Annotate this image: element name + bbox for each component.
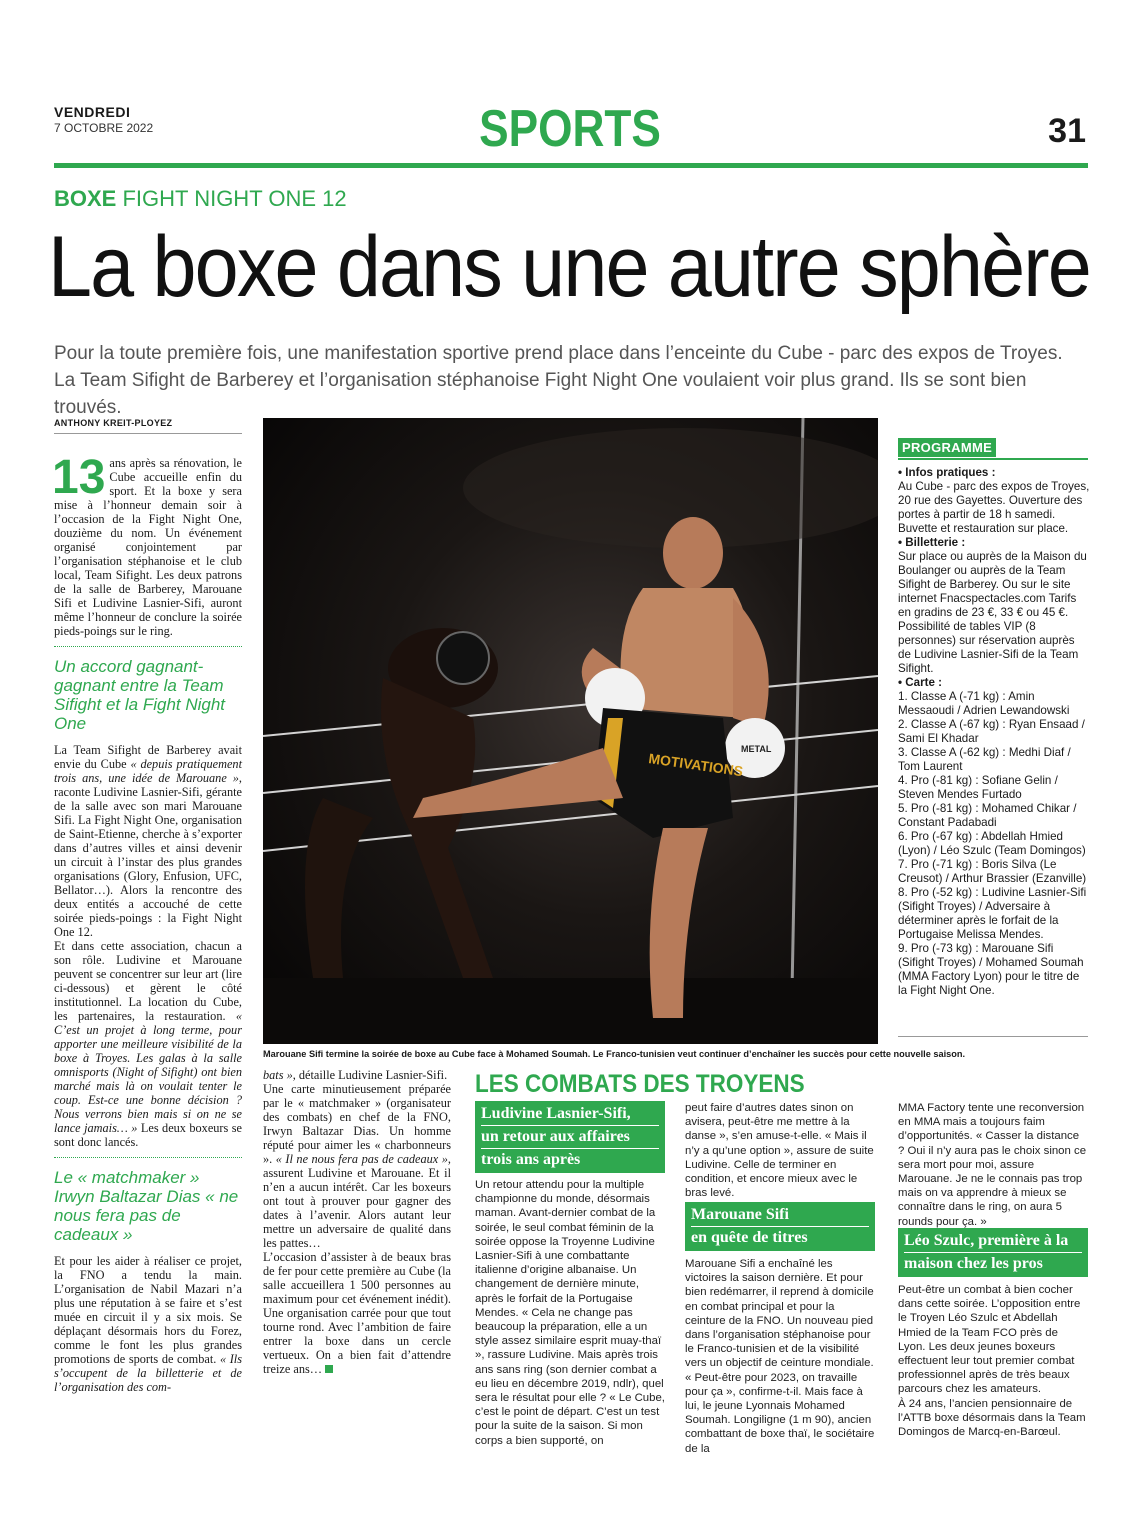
billetterie-title: • Billetterie : bbox=[898, 536, 966, 549]
fight-card-item: 8. Pro (-52 kg) : Ludivine Lasnier-Sifi (Sifight Troyes) / Adversaire à déterminer après le forfait de la Portugaise Melissa Mendes. bbox=[898, 886, 1087, 941]
author-rule bbox=[54, 433, 242, 434]
kicker bbox=[54, 186, 347, 212]
heading-line: un retour aux affaires bbox=[481, 1126, 659, 1149]
ludivine-text: Un retour attendu pour la multiple championne du monde, désormais maman. Avant-dernier combat de la soirée, le seul combat féminin de la soirée oppose la Troyenne Ludivine Lasnier-Sifi à une combattante italienne d’origine albanaise. Un changement de dernière minute, après le forfait de la Portugaise Mendes. « Cela ne change pas beaucoup la préparation, elle a un style assez similaire esprit muay-thaï », rassure Ludivine. Mais après trois ans sans ring (son dernier combat a eu lieu en décembre 2019, ndlr), quel sera le résultat pour elle ? « Le Cube, c’est le point de départ. C’est un test pour la suite de la saison. Si mon corps a bien supporté, on bbox=[475, 1179, 665, 1447]
fighter-arm-right bbox=[733, 598, 769, 728]
text: , assurent Ludivine et Marouane. Et il n’en a aucun intérêt. Car les boxeurs ont tout à prouver pour gagner des dates à l’avenir. Alors autant leur mettre un adversaire de qualité dans les pattes… bbox=[263, 1152, 451, 1250]
ring-floor bbox=[263, 978, 878, 1044]
dotted-rule bbox=[54, 1157, 242, 1158]
kicker-rest: FIGHT NIGHT ONE 12 bbox=[122, 186, 347, 211]
article-column-1 bbox=[52, 451, 243, 1394]
quote: « Ils s’occupent de la billetterie et de l’organisation des com- bbox=[54, 1352, 242, 1394]
opponent-glove bbox=[437, 632, 489, 684]
ludivine-text-continued: peut faire d’autres dates sinon on avisera, peut-être me mettre à la danse », s’en amuse-t-elle. « Mais il n’y a qu’une option », assure de suite Ludivine. Celle de terminer en condition, et encore mieux avec le bras levé. bbox=[685, 1102, 874, 1200]
author-byline: ANTHONY KREIT-PLOYEZ bbox=[54, 418, 173, 428]
end-mark-icon bbox=[325, 1365, 333, 1373]
text: Peut-être un combat à bien cocher dans cette soirée. L’opposition entre le Troyen Léo Szulc et Abdellah Hmied de la Team FCO près de Lyon. Les deux jeunes boxeurs effectuent leur tout premier combat professionnel après de très beaux parcours chez les amateurs. bbox=[898, 1284, 1081, 1396]
heading-line: Léo Szulc, première à la bbox=[904, 1230, 1082, 1253]
text: Et pour les aider à réaliser ce projet, la FNO a tendu la main. L’organisation de Nabil Mazari n’a plus une réputation à se faire et s’est muée en circuit il y a six mois. Se déplaçant désormais hors du Forez, comme le font les plus grandes promotions de sports de combat. bbox=[54, 1254, 242, 1366]
paragraph bbox=[54, 743, 242, 939]
text: L’occasion d’assister à de beaux bras de fer pour cette première au Cube (la salle accueillera 1 500 personnes au maximum pour cet événement inédit). Une organisation carrée pour que tout tourne rond. Avec l’ambition de faire entrer la boxe dans un cercle vertueux. On a bien fait d’attendre treize ans… bbox=[263, 1250, 451, 1376]
carte-title: • Carte : bbox=[898, 676, 943, 689]
infos-title: • Infos pratiques : bbox=[898, 466, 996, 479]
fight-card-item: 9. Pro (-73 kg) : Marouane Sifi (Sifight Troyes) / Mohamed Soumah (MMA Factory Lyon) pour le titre de la Fight Night One. bbox=[898, 942, 1084, 997]
glove-brand: METAL bbox=[741, 744, 772, 754]
subhead-matchmaker: Le « matchmaker » Irwyn Baltazar Dias « ne nous fera pas de cadeaux » bbox=[54, 1168, 239, 1244]
subhead-accord: Un accord gagnant-gagnant entre la Team Sifight et la Fight Night One bbox=[54, 657, 226, 733]
programme-label: PROGRAMME bbox=[898, 438, 996, 457]
dotted-rule bbox=[54, 646, 242, 647]
date-full: 7 OCTOBRE 2022 bbox=[54, 121, 154, 135]
fight-card-item: 3. Classe A (-62 kg) : Medhi Diaf / Tom Laurent bbox=[898, 746, 1071, 773]
intro-text: ans après sa rénovation, le Cube accueille enfin du sport. Et la boxe y sera mise à l’honneur demain soir à l’occasion de la Fight Night One, douzième du nom. Un événement organisé conjointement par l’organisation stéphanoise et le club local, Team Sifight. Les deux patrons de la salle de Barberey, Marouane Sifi et Ludivine Lasnier-Sifi, auront même l’honneur de conclure la soirée pieds-poings sur le ring. bbox=[54, 456, 242, 638]
intro-paragraph bbox=[52, 451, 242, 638]
header-rule bbox=[54, 163, 1088, 168]
page-number: 31 bbox=[1048, 112, 1086, 150]
lead bbox=[54, 340, 1088, 421]
heading-line: en quête de titres bbox=[691, 1229, 808, 1246]
quote: « C’est un projet à long terme, pour apporter une meilleure visibilité de la boxe à Troyes. Les galas à la salle omnisports (Night of Sifight) ont bien marché mais là on voulait tenter le coup. Est-ce une bonne décision ? Nous verrons bien mais si on ne se lance jamais… » bbox=[54, 1009, 242, 1135]
billetterie-text: Sur place ou auprès de la Maison du Boulanger ou auprès de la Team Sifight de Barberey. Ou sur le site internet Fnacspectacles.com Tarifs en gradins de 23 €, 33 € ou 45 €. Possibilité de tables VIP (8 personnes) sur réservation auprès de Ludivine Lasnier-Sifi de la Team Sifight. bbox=[898, 550, 1087, 675]
headline: La boxe dans une autre sphère bbox=[48, 219, 1090, 315]
text: Une carte minutieusement préparée par le « matchmaker » (organisateur des combats) en chef de la FNO, Irwyn Baltazar Dias. Un homme réputé pour aimer les « charbonneurs ». bbox=[263, 1082, 451, 1166]
marouane-text: Marouane Sifi a enchaîné les victoires la saison dernière. Et pour bien redémarrer, il reprend à domicile en combat principal et pour la ceinture de la FNO. Un nouveau pied dans l’organisation stéphanoise pour le Franco-tunisien et de la visibilité vers un objectif de ceinture mondiale. « Peut-être pour 2023, on travaille pour ça », confirme-t-il. Mais face à lui, le jeune Lyonnais Mohamed Soumah. Longiligne (1 m 90), ancien combattant de boxe thaï, le sociétaire de la bbox=[685, 1258, 875, 1455]
text: La Team Sifight de Barberey avait envie du Cube bbox=[54, 743, 242, 771]
fighter-head bbox=[663, 517, 723, 589]
infos-text: Au Cube - parc des expos de Troyes, 20 rue des Gayettes. Ouverture des portes à partir de 18 h samedi. Buvette et restauration sur place. bbox=[898, 480, 1090, 535]
text: , raconte Ludivine Lasnier-Sifi, gérante de la salle avec son mari Marouane Sifi. La Fight Night One, organisation de Saint-Etienne, cherche à s’exporter dans d’autres villes et ainsi devenir un circuit à l’instar des plus grandes organisations (Glory, Enfusion, UFC, Bellator…). Alors la rencontre des deux entités a accouché de cette soirée pieds-poings : la Fight Night One 12. bbox=[54, 771, 242, 939]
ludivine-heading bbox=[475, 1101, 665, 1173]
text: À 24 ans, l’ancien pensionnaire de l’ATTB boxe désormais dans la Team Domingos de Marcq-en-Barœul. bbox=[898, 1397, 1086, 1439]
marouane-text-continued: MMA Factory tente une reconversion en MMA mais a toujours faim d’opportunités. « Casser la distance ? Oui il n’y aura pas le choix sinon ce sera mort pour moi, assure Marouane. Je ne le connais pas trop mais on va apprendre à mieux se connaître dans le ring, on aura 5 rounds pour ça. » bbox=[898, 1102, 1087, 1228]
paragraph bbox=[54, 1254, 242, 1394]
paragraph bbox=[54, 939, 242, 1149]
article-column-2 bbox=[263, 1068, 451, 1376]
photo-caption: Marouane Sifi termine la soirée de boxe au Cube face à Mohamed Soumah. Le Franco-tunisien veut continuer d’enchaîner les succès pour cette nouvelle saison. bbox=[263, 1049, 966, 1059]
programme-rule bbox=[898, 458, 1088, 460]
heading-line: maison chez les pros bbox=[904, 1255, 1043, 1272]
fight-card-item: 4. Pro (-81 kg) : Sofiane Gelin / Steven Mendes Furtado bbox=[898, 774, 1058, 801]
programme-bottom-rule bbox=[898, 1036, 1088, 1037]
text: Les deux boxeurs se sont donc lancés. bbox=[54, 1121, 243, 1149]
fight-photo bbox=[263, 418, 878, 1044]
text: , détaille Ludivine Lasnier-Sifi. bbox=[292, 1068, 448, 1082]
text: Et dans cette association, chacun a son rôle. Ludivine et Marouane peuvent se concentrer sur leur art (lire ci-dessous) et gèrent le côté institutionnel. La location du Cube, les partenaires, la restauration. bbox=[54, 939, 242, 1023]
dropcap: 13 bbox=[52, 451, 106, 504]
kicker-bold: BOXE bbox=[54, 186, 117, 211]
paragraph bbox=[263, 1082, 451, 1250]
fight-card-item: 1. Classe A (-71 kg) : Amin Messaoudi / Adrien Lewandowski bbox=[898, 690, 1070, 717]
lead-line-2: La Team Sifight de Barberey et l’organisation stéphanoise Fight Night One voulaient voir plus grand. Ils se sont bien trouvés. bbox=[54, 370, 1027, 418]
paragraph bbox=[263, 1250, 451, 1376]
shorts-text: MOTIVATIONS bbox=[647, 750, 745, 780]
quote: « depuis pratiquement trois ans, une idée de Marouane » bbox=[54, 757, 242, 785]
lead-line-1: Pour la toute première fois, une manifestation sportive prend place dans l’enceinte du Cube - parc des expos de Troyes. bbox=[54, 343, 1063, 364]
quote: bats » bbox=[263, 1068, 293, 1082]
quote: « Il ne nous fera pas de cadeaux » bbox=[275, 1152, 448, 1166]
fight-card-item: 2. Classe A (-67 kg) : Ryan Ensaad / Sami El Khadar bbox=[898, 718, 1085, 745]
leo-heading bbox=[898, 1228, 1088, 1277]
combats-title: LES COMBATS DES TROYENS bbox=[475, 1070, 805, 1098]
leo-text bbox=[898, 1283, 1088, 1439]
fight-card-item: 7. Pro (-71 kg) : Boris Silva (Le Creusot) / Arthur Brassier (Ezanville) bbox=[898, 858, 1087, 885]
fight-card-item: 5. Pro (-81 kg) : Mohamed Chikar / Constant Padabadi bbox=[898, 802, 1077, 829]
paragraph bbox=[263, 1068, 451, 1082]
heading-line: Marouane Sifi bbox=[691, 1204, 869, 1227]
date-day: VENDREDI bbox=[54, 104, 131, 120]
programme-box bbox=[898, 466, 1090, 998]
section-title: SPORTS bbox=[479, 100, 661, 158]
photo-illustration bbox=[263, 418, 878, 1044]
opponent-leg bbox=[305, 798, 373, 978]
marouane-heading bbox=[685, 1202, 875, 1251]
fight-card-item: 6. Pro (-67 kg) : Abdellah Hmied (Lyon) / Léo Szulc (Team Domingos) bbox=[898, 830, 1086, 857]
heading-line: trois ans après bbox=[481, 1151, 581, 1168]
heading-line: Ludivine Lasnier-Sifi, bbox=[481, 1103, 659, 1126]
